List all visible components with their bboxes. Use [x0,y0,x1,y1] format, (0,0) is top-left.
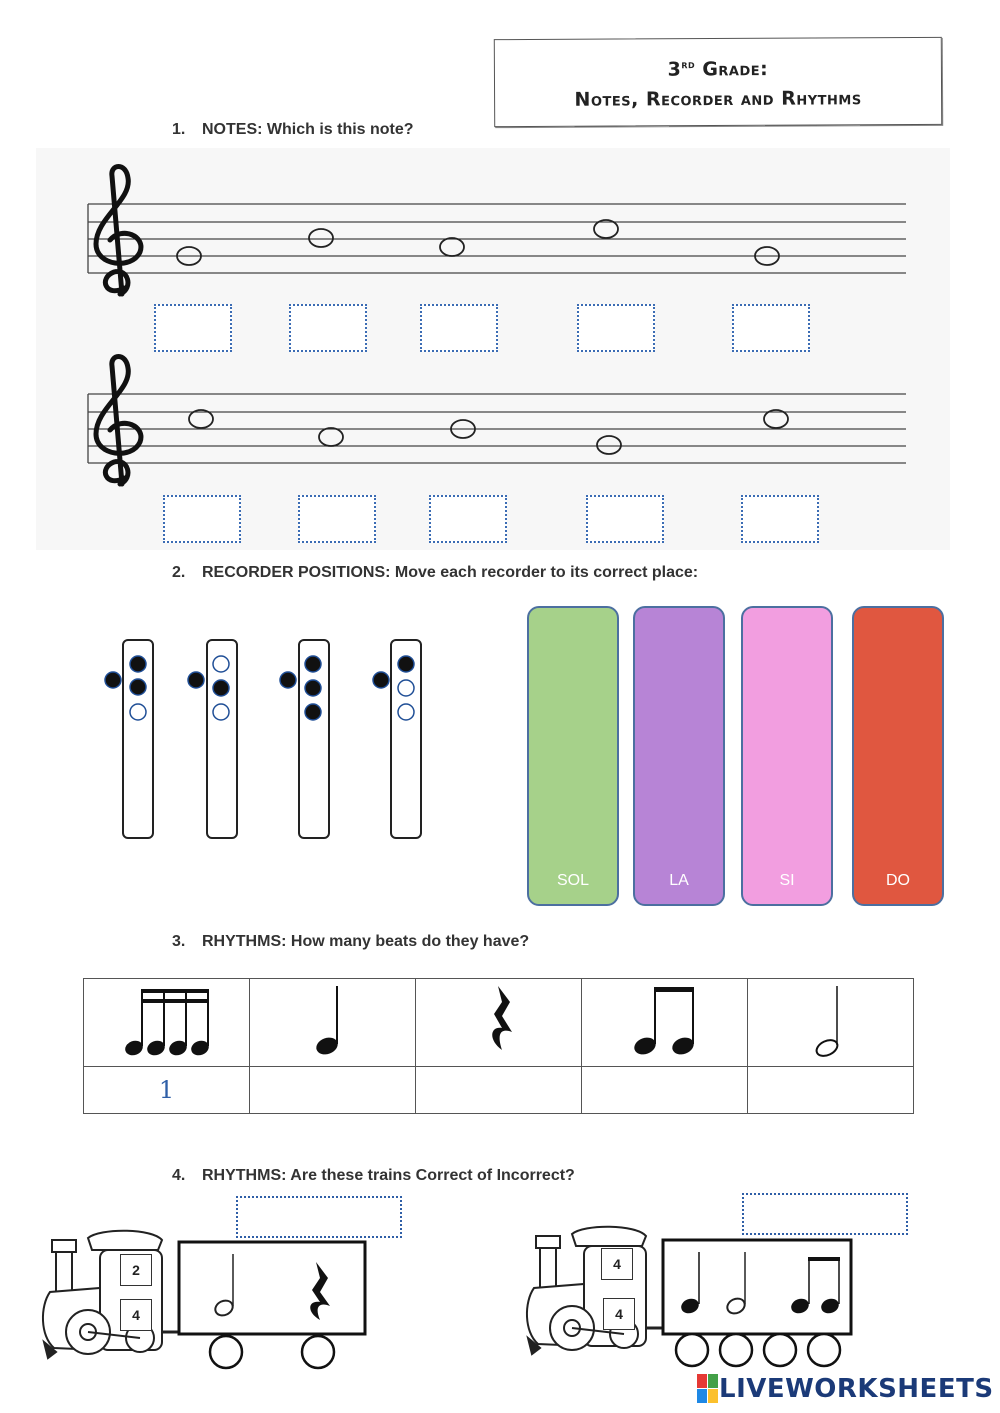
question-1: 1. NOTES: Which is this note? [172,121,414,138]
beat-answer-1[interactable]: 1 [84,1067,250,1114]
train-1 [40,1226,380,1372]
train-2-bottom-number: 4 [603,1298,635,1330]
note-answer-6[interactable] [163,495,241,543]
rhythm-quarter-rest [416,979,582,1067]
rhythm-sixteenths [84,979,250,1067]
locomotive-icon-2 [527,1227,646,1354]
note-answer-4[interactable] [577,304,655,352]
target-do[interactable]: DO [852,606,944,906]
beat-answer-2[interactable] [250,1067,416,1114]
recorder-3[interactable] [280,640,329,838]
train-2-top-number: 4 [601,1248,633,1280]
note-answer-1[interactable] [154,304,232,352]
train-1-top-number: 2 [120,1254,152,1286]
liveworksheets-wordmark: LIVEWORKSHEETS [719,1374,994,1404]
train-1-bottom-number: 4 [120,1299,152,1331]
half-note-icon [801,980,861,1060]
liveworksheets-logo-icon [697,1374,719,1404]
eighth-notes-icon [625,980,705,1060]
wagon-2 [663,1240,851,1334]
recorder-1[interactable] [105,640,153,838]
rhythm-half [748,979,914,1067]
recorder-4[interactable] [373,640,421,838]
beat-answer-4[interactable] [582,1067,748,1114]
recorders-area [100,636,430,846]
note-answer-7[interactable] [298,495,376,543]
rhythm-eighths [582,979,748,1067]
question-2: 2. RECORDER POSITIONS: Move each recorder to its correct place: [172,564,699,581]
note-answer-3[interactable] [420,304,498,352]
liveworksheets-logo [697,1374,994,1404]
note-answer-9[interactable] [586,495,664,543]
title-line-2: Notes, Recorder and Rhythms [574,87,862,111]
target-la[interactable]: LA [633,606,725,906]
target-si[interactable]: SI [741,606,833,906]
wagon-1 [179,1242,365,1334]
title-box [494,37,942,127]
rhythm-quarter [250,979,416,1067]
locomotive-icon-1 [43,1231,162,1358]
rhythm-table [83,978,914,1114]
question-3: 3. RHYTHMS: How many beats do they have? [172,933,530,950]
recorder-2[interactable] [188,640,237,838]
quarter-rest-icon [474,980,524,1060]
question-4: 4. RHYTHMS: Are these trains Correct of Incorrect? [172,1167,575,1184]
beat-answer-3[interactable] [416,1067,582,1114]
target-sol[interactable]: SOL [527,606,619,906]
note-answer-2[interactable] [289,304,367,352]
quarter-note-icon [303,980,363,1060]
title-line-1: 3rd Grade: [667,57,769,81]
train-2 [524,1222,864,1368]
note-answer-8[interactable] [429,495,507,543]
beat-answer-5[interactable] [748,1067,914,1114]
note-answer-5[interactable] [732,304,810,352]
note-answer-10[interactable] [741,495,819,543]
sixteenth-notes-icon [112,980,222,1060]
